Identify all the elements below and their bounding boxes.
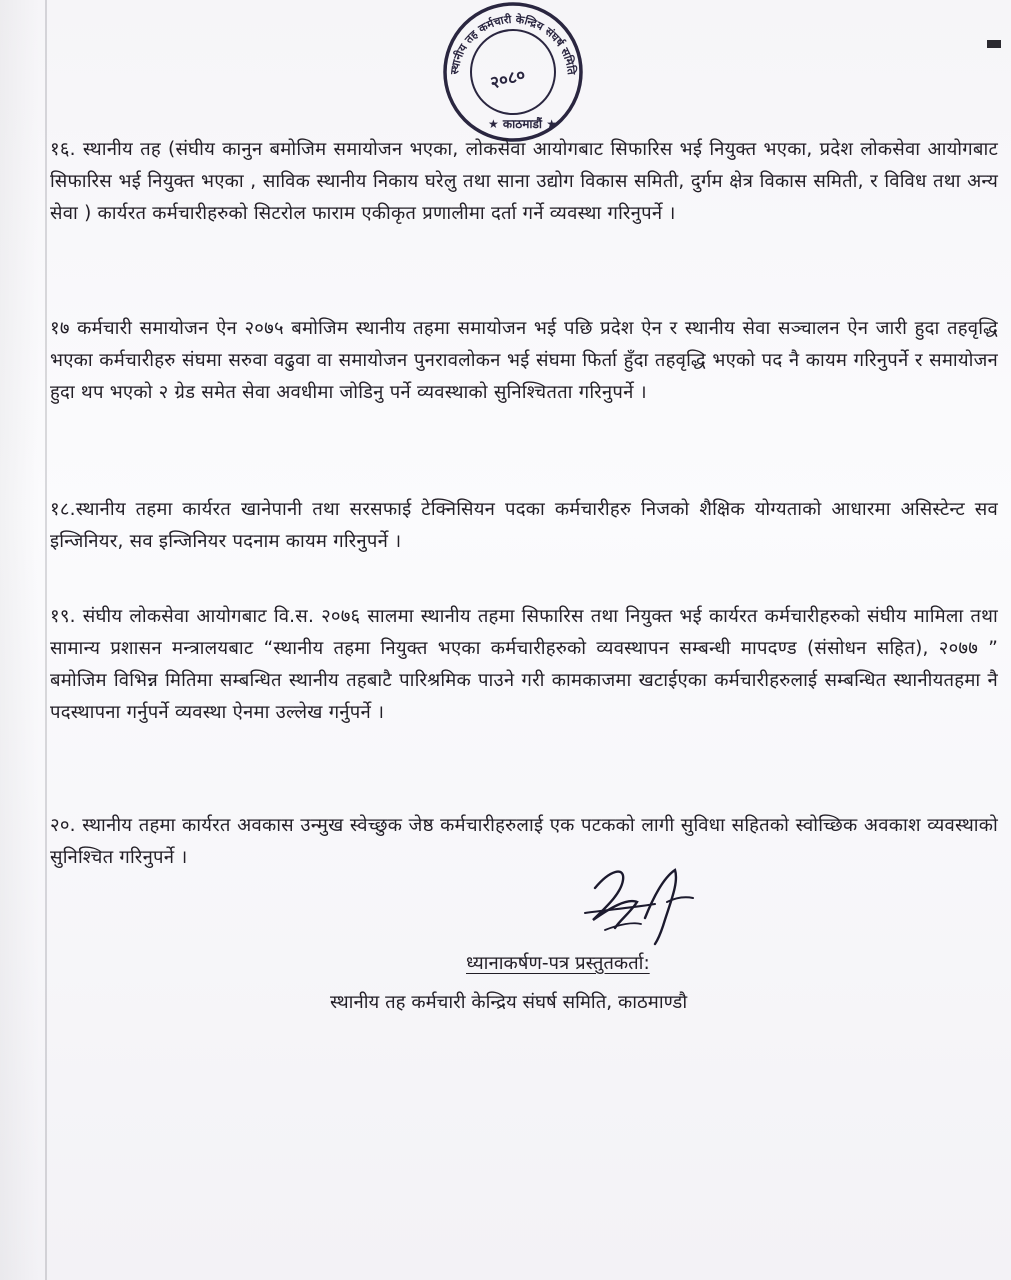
organization-seal-stamp xyxy=(430,0,595,150)
svg-text:★ काठमाडौं ★: ★ काठमाडौं ★ xyxy=(488,117,557,131)
page-edge-shadow xyxy=(45,0,47,1280)
svg-text:२०८०: २०८० xyxy=(488,65,528,94)
svg-text:स्थानीय तह कर्मचारी केन्द्रिय: स्थानीय तह कर्मचारी केन्द्रिय संघर्ष समिति xyxy=(448,12,579,76)
paragraph-18: १८.स्थानीय तहमा कार्यरत खानेपानी तथा सरसफाई टेक्निसियन पदका कर्मचारीहरु निजको शैक्षिक योग्यताको आधारमा असिस्टेन्ट सव इन्जिनियर, सव इन्जिनियर पदनाम कायम गरिनुपर्ने । xyxy=(50,499,998,552)
paragraph-16: १६. स्थानीय तह (संघीय कानुन बमोजिम समायोजन भएका, लोकसेवा आयोगबाट सिफारिस भई नियुक्त भएका, प्रदेश लोकसेवा आयोगबाट सिफारिस भई नियुक्त भएका , साविक स्थानीय निकाय घरेलु तथा साना उद्योग विकास समिती, दुर्गम क्षेत्र विकास समिती, र विविध तथा अन्य सेवा ) कार्यरत कर्मचारीहरुको सिटरोल फाराम एकीकृत प्रणालीमा दर्ता गर्ने व्यवस्था गरिनुपर्ने । xyxy=(50,139,998,224)
handwritten-signature xyxy=(575,858,705,948)
submitter-organization: स्थानीय तह कर्मचारी केन्द्रिय संघर्ष समिति, काठमाण्डौ xyxy=(330,992,688,1013)
corner-mark xyxy=(987,40,1001,48)
paragraph-19: १९. संघीय लोकसेवा आयोगबाट वि.स. २०७६ सालमा स्थानीय तहमा सिफारिस तथा नियुक्त भई कार्यरत कर्मचारीहरुको संघीय मामिला तथा सामान्य प्रशासन मन्त्रालयबाट “स्थानीय तहमा नियुक्त भएका कर्मचारीहरुको व्यवस्थापन सम्बन्धी मापदण्ड (संसोधन सहित), २०७७ ” बमोजिम विभिन्न मितिमा सम्बन्धित स्थानीय तहबाटै पारिश्रमिक पाउने गरी कामकाजमा खटाईएका कर्मचारीहरुलाई सम्बन्धित स्थानीयतहमा नै पदस्थापना गर्नुपर्ने व्यवस्था ऐनमा उल्लेख गर्नुपर्ने । xyxy=(50,606,998,723)
submitter-label: ध्यानाकर्षण-पत्र प्रस्तुतकर्ता: xyxy=(466,953,650,974)
paragraph-17: १७ कर्मचारी समायोजन ऐन २०७५ बमोजिम स्थानीय तहमा समायोजन भई पछि प्रदेश ऐन र स्थानीय सेवा सञ्चालन ऐन जारी हुदा तहवृद्धि भएका कर्मचारीहरु संघमा सरुवा वढुवा वा समायोजन पुनरावलोकन भई संघमा फिर्ता हुँदा तहवृद्धि भएको पद नै कायम गरिनुपर्ने र समायोजन हुदा थप भएको २ ग्रेड समेत सेवा अवधीमा जोडिनु पर्ने व्यवस्थाको सुनिश्चितता गरिनुपर्ने । xyxy=(50,318,998,403)
paragraph-20: २०. स्थानीय तहमा कार्यरत अवकास उन्मुख स्वेच्छुक जेष्ठ कर्मचारीहरुलाई एक पटकको लागी सुविधा सहितको स्वोच्छिक अवकाश व्यवस्थाको सुनिश्चित गरिनुपर्ने । xyxy=(50,815,998,868)
